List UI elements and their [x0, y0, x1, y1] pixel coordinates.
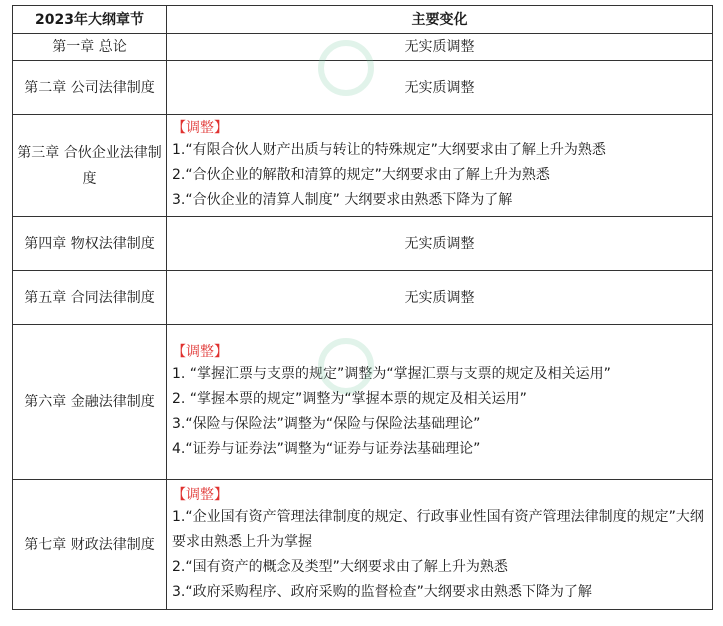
- watermark-logo-icon: [318, 40, 374, 96]
- chapter-cell: 第三章 合伙企业法律制度: [13, 115, 167, 217]
- change-text: 无实质调整: [167, 34, 713, 61]
- chapter-cell: 第六章 金融法律制度: [13, 325, 167, 480]
- change-list: [167, 325, 713, 480]
- table-row: [13, 115, 713, 217]
- table-row: [13, 217, 713, 271]
- change-text: 无实质调整: [167, 271, 713, 325]
- watermark-logo-icon: [318, 338, 374, 394]
- syllabus-table: [12, 5, 713, 610]
- chapter-cell: 第四章 物权法律制度: [13, 217, 167, 271]
- change-item: 3.“政府采购程序、政府采购的监督检查”大纲要求由熟悉下降为了解: [172, 583, 592, 600]
- chapter-cell: 第二章 公司法律制度: [13, 61, 167, 115]
- adjust-tag: 【调整】: [172, 344, 228, 360]
- change-text: 无实质调整: [167, 217, 713, 271]
- change-item: 2.“合伙企业的解散和清算的规定”大纲要求由了解上升为熟悉: [172, 167, 550, 183]
- change-item: 1.“有限合伙人财产出质与转让的特殊规定”大纲要求由了解上升为熟悉: [172, 142, 606, 158]
- header-chapter: 2023年大纲章节: [13, 6, 167, 34]
- change-item: 2.“国有资产的概念及类型”大纲要求由了解上升为熟悉: [172, 558, 508, 575]
- table-header-row: [13, 6, 713, 34]
- change-text: 无实质调整: [167, 61, 713, 115]
- adjust-tag: 【调整】: [172, 120, 228, 136]
- chapter-cell: 第五章 合同法律制度: [13, 271, 167, 325]
- change-item: 3.“保险与保险法”调整为“保险与保险法基础理论”: [172, 416, 481, 432]
- change-item: 3.“合伙企业的清算人制度” 大纲要求由熟悉下降为了解: [172, 192, 513, 208]
- header-changes: 主要变化: [167, 6, 713, 34]
- table-row: [13, 271, 713, 325]
- change-item: 2. “掌握本票的规定”调整为“掌握本票的规定及相关运用”: [172, 391, 527, 407]
- change-item: 1.“企业国有资产管理法律制度的规定、行政事业性国有资产管理法律制度的规定”大纲要求由熟悉上升为掌握: [172, 508, 704, 550]
- table-row: [13, 480, 713, 610]
- change-item: 4.“证券与证券法”调整为“证券与证券法基础理论”: [172, 441, 481, 457]
- chapter-cell: 第一章 总论: [13, 34, 167, 61]
- change-item: 1. “掌握汇票与支票的规定”调整为“掌握汇票与支票的规定及相关运用”: [172, 366, 611, 382]
- change-list: [167, 115, 713, 217]
- change-list: [167, 480, 713, 610]
- chapter-cell: 第七章 财政法律制度: [13, 480, 167, 610]
- adjust-tag: 【调整】: [172, 486, 228, 503]
